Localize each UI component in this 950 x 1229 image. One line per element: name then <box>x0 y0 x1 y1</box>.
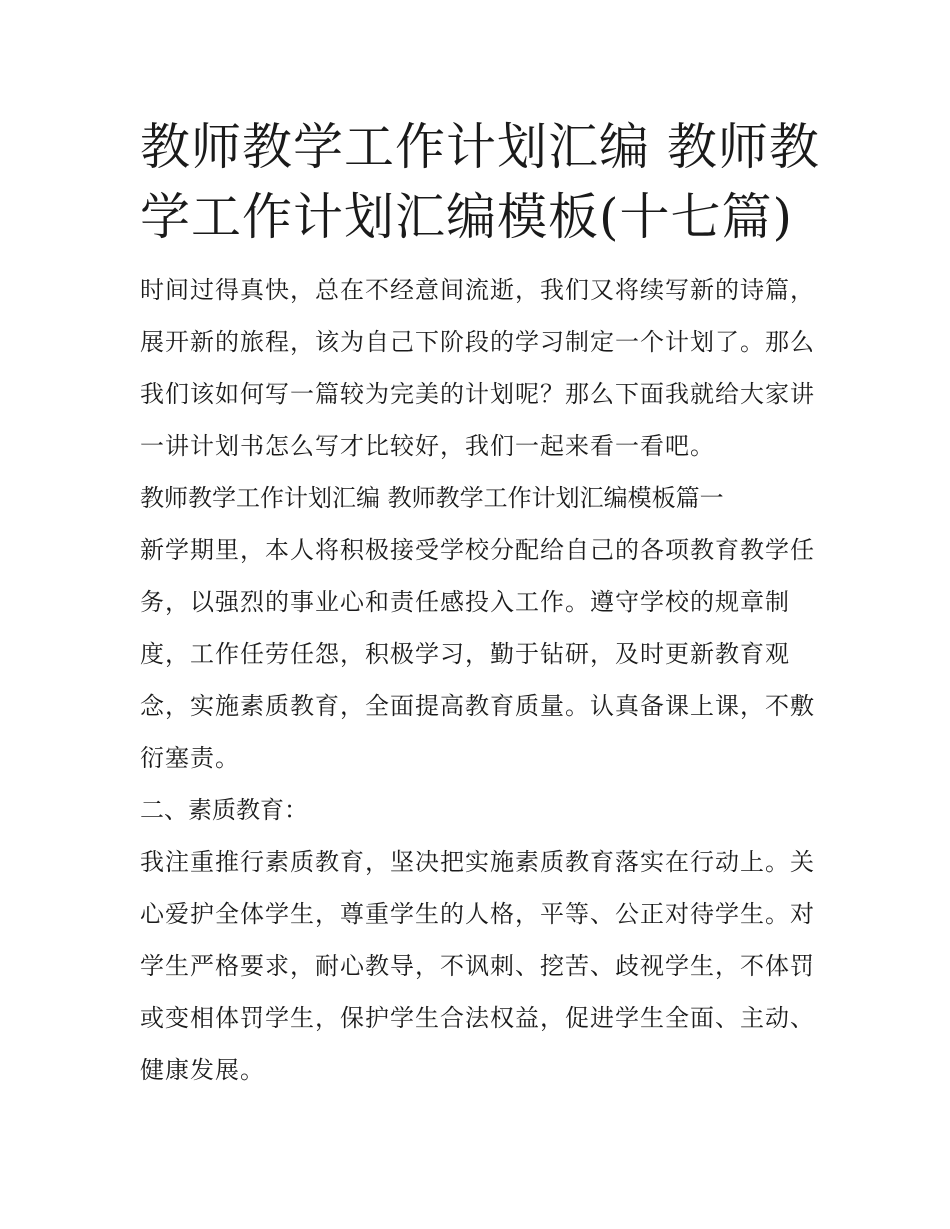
body-paragraph-2: 我注重推行素质教育，坚决把实施素质教育落实在行动上。关心爱护全体学生，尊重学生的人格，平等、公正对待学生。对学生严格要求，耐心教导，不讽刺、挖苦、歧视学生，不体罚或变相体罚学生，保护学生合法权益，促进学生全面、主动、健康发展。 <box>140 848 815 1084</box>
body-paragraph-1: 新学期里，本人将积极接受学校分配给自己的各项教育教学任务，以强烈的事业心和责任感投入工作。遵守学校的规章制度，工作任劳任怨，积极学习，勤于钻研，及时更新教育观念，实施素质教育，全面提高教育质量。认真备课上课，不敷衍塞责。 <box>140 536 815 772</box>
document-page <box>140 112 820 1096</box>
intro-paragraph: 时间过得真快，总在不经意间流逝，我们又将续写新的诗篇，展开新的旅程，该为自己下阶段的学习制定一个计划了。那么我们该如何写一篇较为完美的计划呢？那么下面我就给大家讲一讲计划书怎么写才比较好，我们一起来看一看吧。 <box>140 276 815 460</box>
section-title: 教师教学工作计划汇编 教师教学工作计划汇编模板篇一 <box>140 484 724 512</box>
document-title: 教师教学工作计划汇编 教师教学工作计划汇编模板(十七篇) <box>140 118 820 246</box>
subheading-quality-education: 二、素质教育： <box>140 796 308 824</box>
